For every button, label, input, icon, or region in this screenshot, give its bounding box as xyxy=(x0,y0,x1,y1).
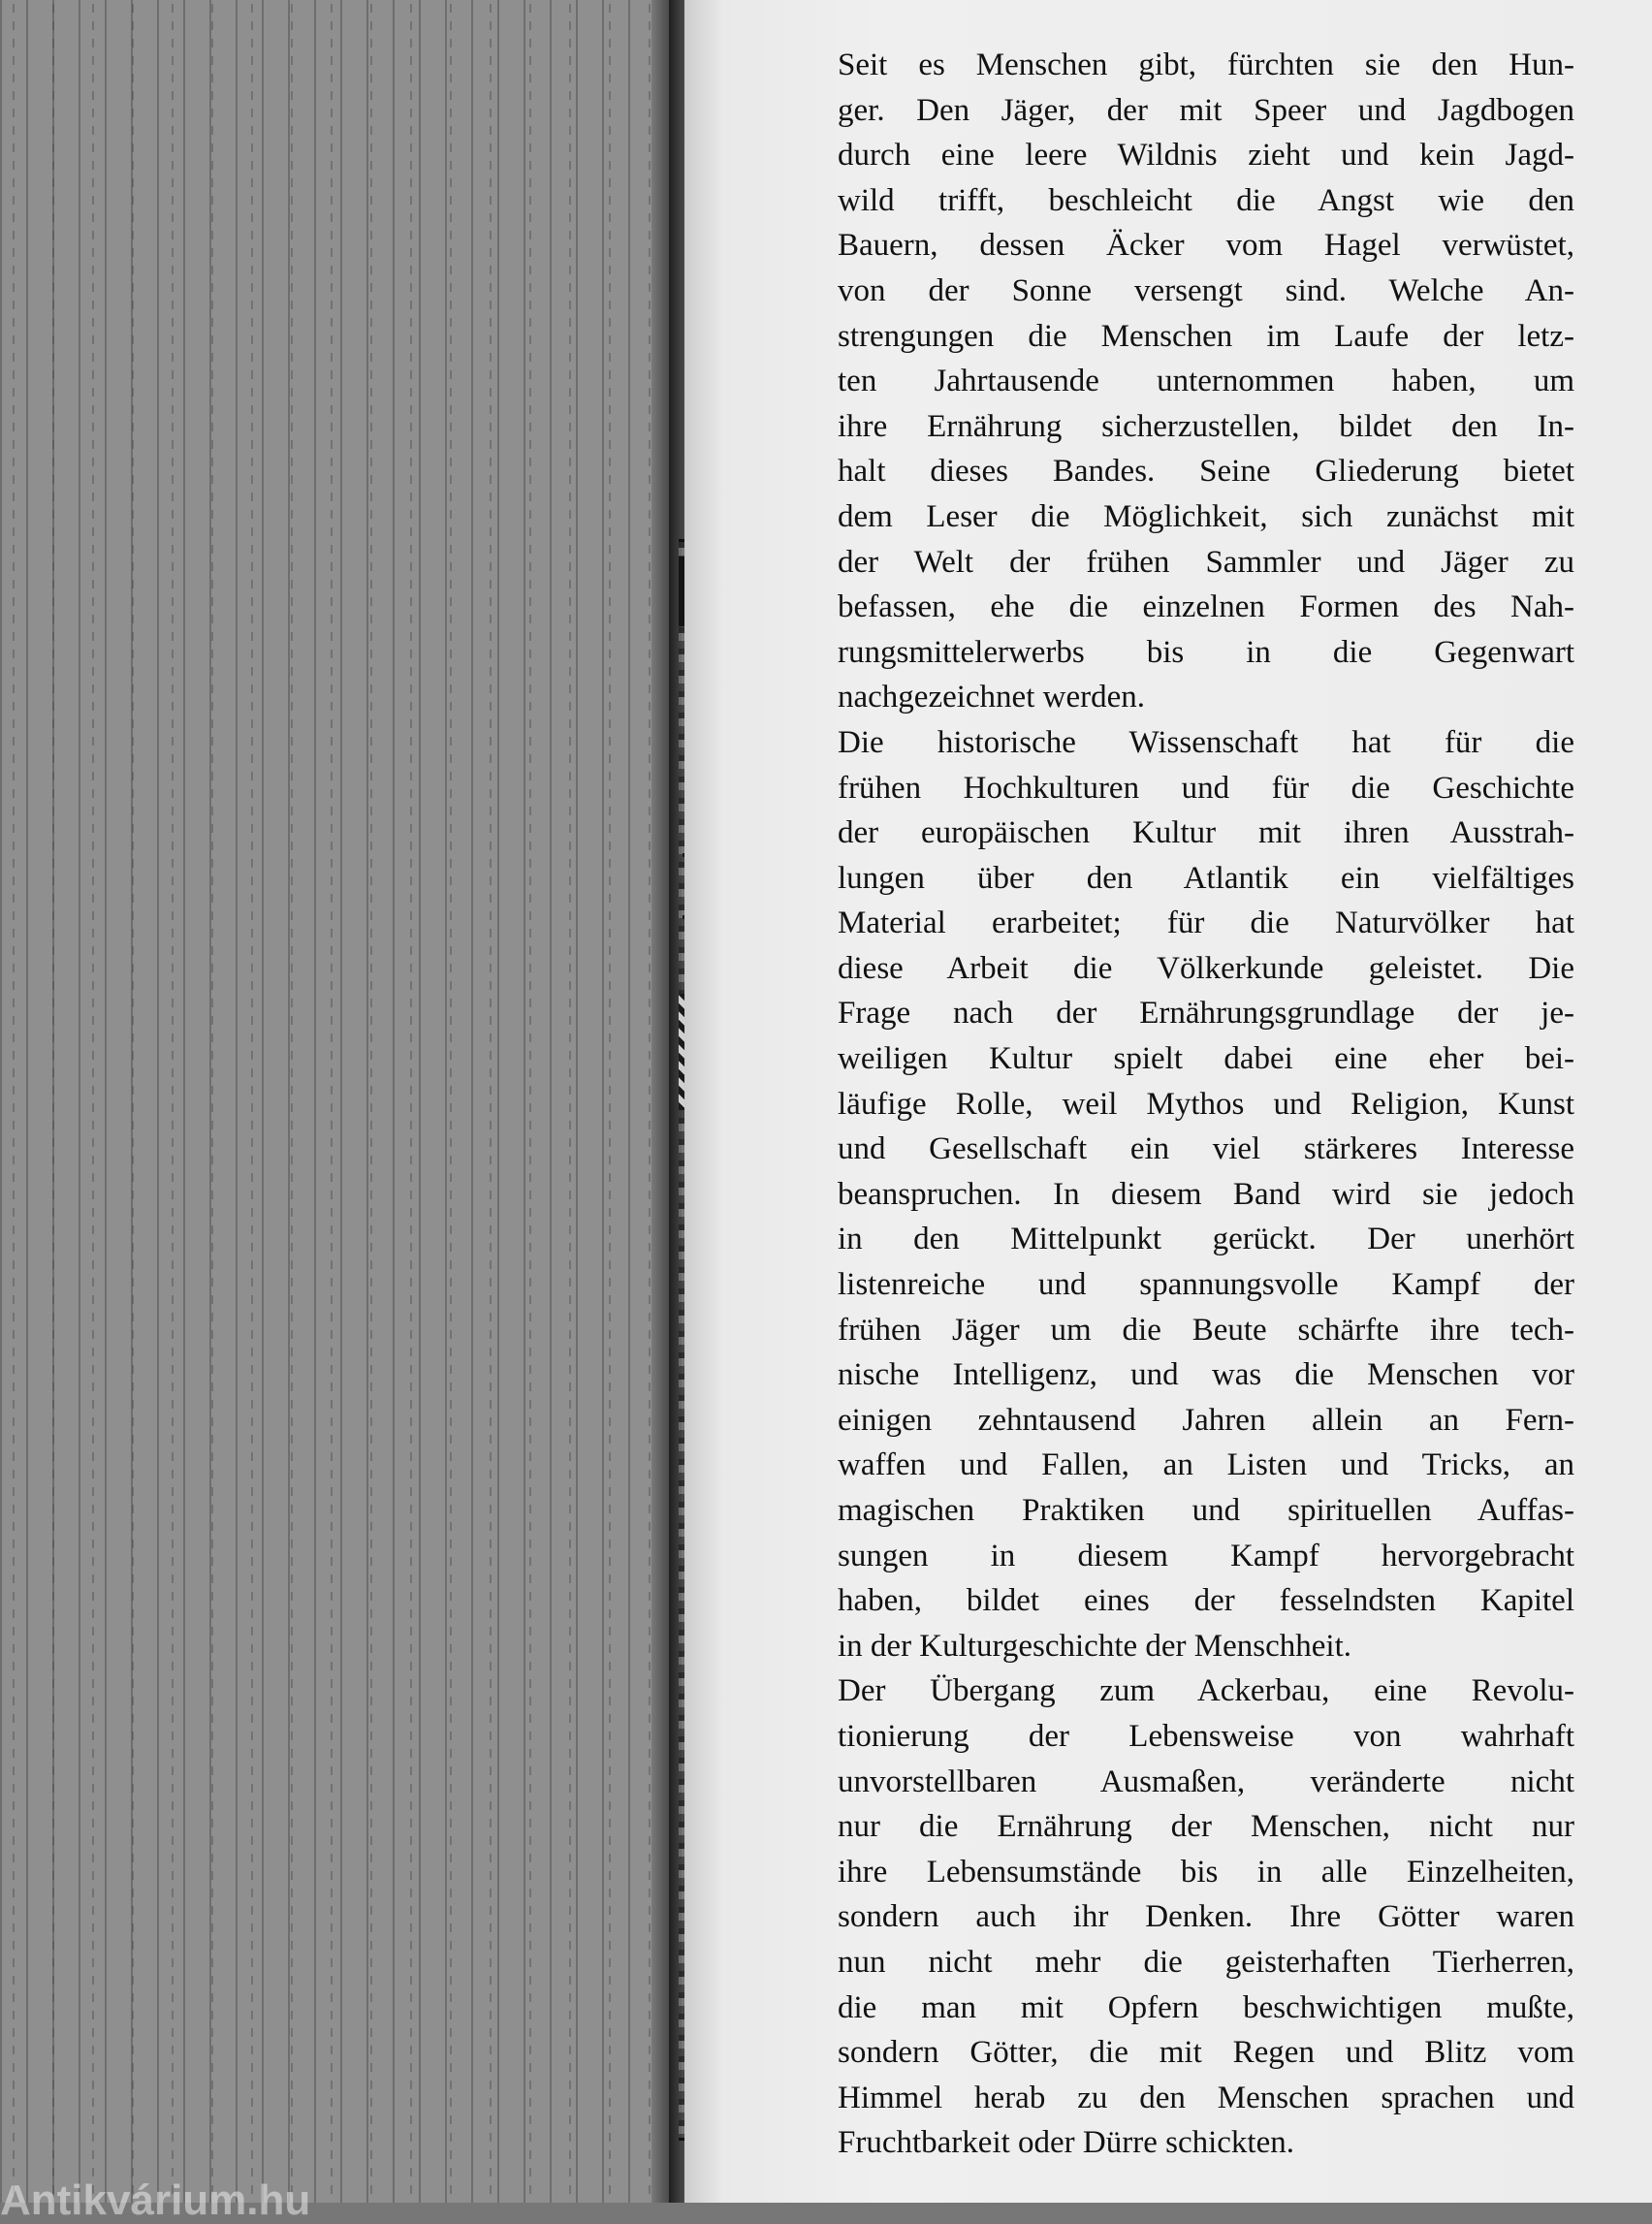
text-line: halt dieses Bandes. Seine Gliederung bietet xyxy=(838,454,1574,490)
text-line: unvorstellbaren Ausmaßen, veränderte nicht xyxy=(838,1763,1574,1799)
text-line: sondern auch ihr Denken. Ihre Götter waren xyxy=(838,1899,1574,1935)
text-line: läufige Rolle, weil Mythos und Religion, Kunst xyxy=(838,1086,1574,1122)
text-line: ihre Ernährung sicherzustellen, bildet den In- xyxy=(838,408,1574,444)
text-line: Seit es Menschen gibt, fürchten sie den Hun- xyxy=(838,48,1574,82)
text-line: lungen über den Atlantik ein vielfältiges xyxy=(838,860,1574,896)
text-line: listenreiche und spannungsvolle Kampf der xyxy=(838,1267,1574,1303)
text-line: befassen, ehe die einzelnen Formen des Nah- xyxy=(838,589,1574,625)
text-line: wild trifft, beschleicht die Angst wie den xyxy=(838,182,1574,218)
text-line: haben, bildet eines der fesselndsten Kapitel xyxy=(838,1583,1574,1619)
text-line: nun nicht mehr die geisterhaften Tierherren, xyxy=(838,1944,1574,1980)
text-line: Bauern, dessen Äcker vom Hagel verwüstet, xyxy=(838,228,1574,264)
text-line: rungsmittelerwerbs bis in die Gegenwart xyxy=(838,634,1574,670)
watermark: Antikvárium.hu xyxy=(0,2176,311,2224)
text-line: beanspruchen. In diesem Band wird sie jedoch xyxy=(838,1176,1574,1212)
text-line: Himmel herab zu den Menschen sprachen und xyxy=(838,2080,1574,2115)
paragraph-2 xyxy=(838,720,1574,1668)
text-line: nische Intelligenz, und was die Menschen vor xyxy=(838,1357,1574,1393)
text-line: Der Übergang zum Ackerbau, eine Revolu- xyxy=(838,1673,1574,1709)
paragraph-1 xyxy=(838,43,1574,720)
text-line: sondern Götter, die mit Regen und Blitz vom xyxy=(838,2035,1574,2071)
text-line: strengungen die Menschen im Laufe der letz- xyxy=(838,318,1574,354)
text-line: frühen Jäger um die Beute schärfte ihre tech- xyxy=(838,1312,1574,1348)
text-line: Fruchtbarkeit oder Dürre schickten. xyxy=(838,2125,1294,2161)
text-line: und Gesellschaft ein viel stärkeres Interesse xyxy=(838,1131,1574,1167)
text-line: einigen zehntausend Jahren allein an Fern- xyxy=(838,1402,1574,1438)
paragraph-3 xyxy=(838,1668,1574,2166)
text-line: nachgezeichnet werden. xyxy=(838,680,1145,715)
text-line: diese Arbeit die Völkerkunde geleistet. Die xyxy=(838,950,1574,986)
text-line: die man mit Opfern beschwichtigen mußte, xyxy=(838,1989,1574,2025)
text-line: von der Sonne versengt sind. Welche An- xyxy=(838,272,1574,308)
text-line: sungen in diesem Kampf hervorgebracht xyxy=(838,1538,1574,1573)
text-line: magischen Praktiken und spirituellen Auffas- xyxy=(838,1493,1574,1528)
text-line: frühen Hochkulturen und für die Geschichte xyxy=(838,770,1574,806)
text-line: tionierung der Lebensweise von wahrhaft xyxy=(838,1718,1574,1754)
text-line: in der Kulturgeschichte der Menschheit. xyxy=(838,1628,1351,1664)
text-line: in den Mittelpunkt gerückt. Der unerhört xyxy=(838,1222,1574,1257)
text-line: ten Jahrtausende unternommen haben, um xyxy=(838,364,1574,399)
text-line: durch eine leere Wildnis zieht und kein Jagd- xyxy=(838,138,1574,174)
text-line: Material erarbeitet; für die Naturvölker hat xyxy=(838,905,1574,941)
text-line: waffen und Fallen, an Listen und Tricks, an xyxy=(838,1447,1574,1483)
text-line: ger. Den Jäger, der mit Speer und Jagdbogen xyxy=(838,92,1574,128)
text-line: nur die Ernährung der Menschen, nicht nur xyxy=(838,1809,1574,1845)
text-line: Frage nach der Ernährungsgrundlage der je- xyxy=(838,996,1574,1032)
text-line: der Welt der frühen Sammler und Jäger zu xyxy=(838,544,1574,580)
book-cover-board xyxy=(0,0,669,2224)
text-line: der europäischen Kultur mit ihren Ausstrah- xyxy=(838,815,1574,851)
text-line: weiligen Kultur spielt dabei eine eher bei- xyxy=(838,1041,1574,1077)
text-line: dem Leser die Möglichkeit, sich zunächst mit xyxy=(838,498,1574,534)
text-line: ihre Lebensumstände bis in alle Einzelheiten, xyxy=(838,1854,1574,1890)
text-line: Die historische Wissenschaft hat für die xyxy=(838,724,1574,760)
text-column xyxy=(838,43,1574,2166)
